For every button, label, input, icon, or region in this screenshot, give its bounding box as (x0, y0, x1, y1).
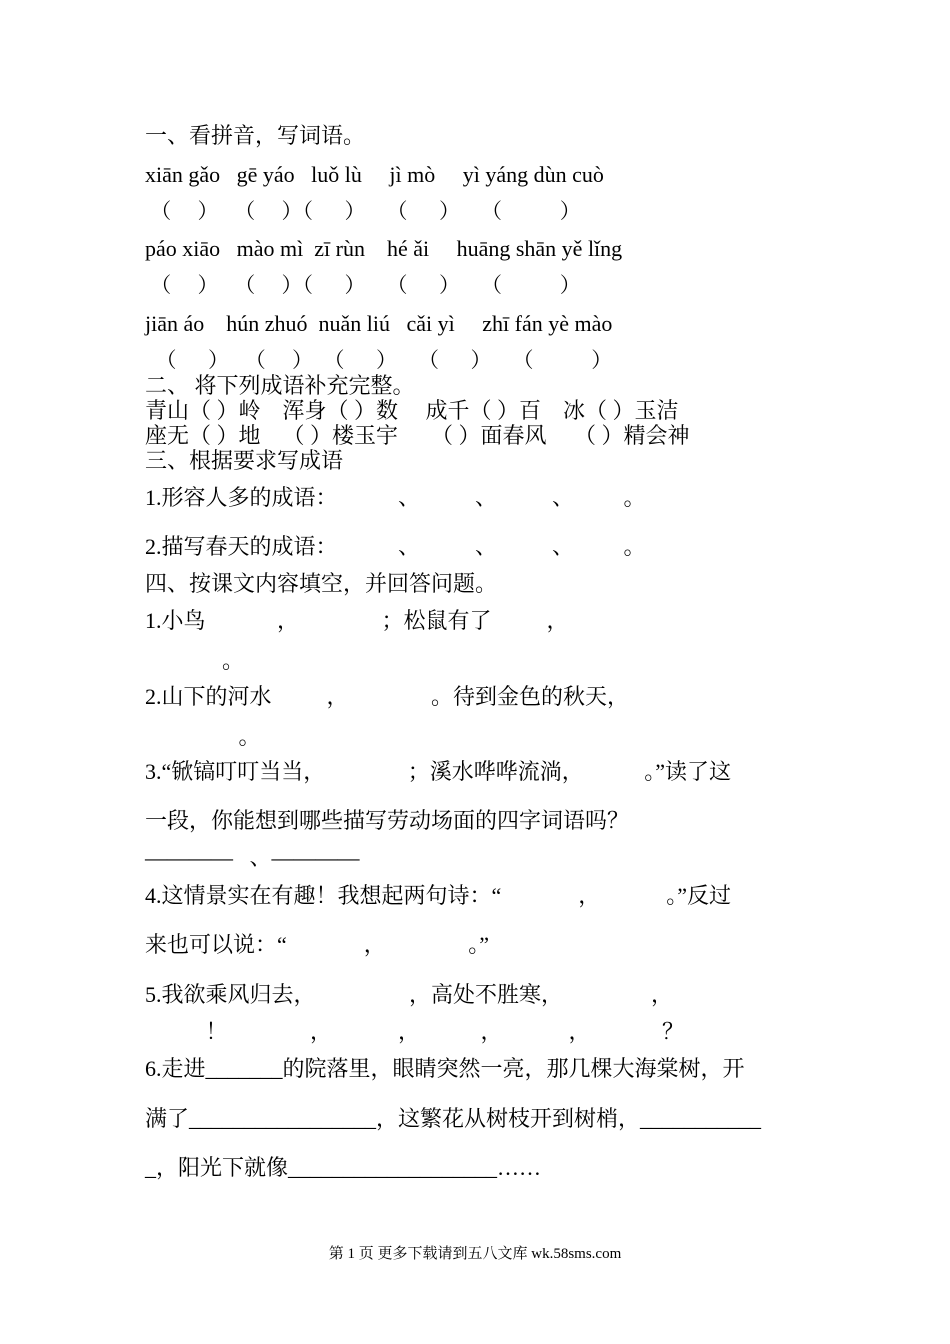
question-3-1: 1.形容人多的成语： 、 、 、 。 (145, 485, 646, 510)
section1-title: 一、看拼音，写词语。 (145, 123, 366, 148)
question-4-6-line-2: 满了_________________，这繁花从树枝开到树梢，___________ (145, 1106, 762, 1131)
question-4-6-line-1: 6.走进_______的院落里，眼睛突然一亮，那几棵大海棠树，开 (145, 1056, 745, 1081)
question-4-2-line-2: 。 (145, 724, 261, 749)
question-4-4-line-2: 来也可以说：“ ， 。” (145, 932, 490, 957)
question-4-6-line-3: _，阳光下就像___________________…… (145, 1155, 542, 1180)
question-3-2: 2.描写春天的成语： 、 、 、 。 (145, 534, 646, 559)
question-4-1-line-1: 1.小鸟 ， ；松鼠有了 ， (145, 608, 569, 633)
pinyin-row-3: jiān áo hún zhuó nuǎn liú cǎi yì zhī fán yè mào (145, 311, 613, 336)
pinyin-row-2: páo xiāo mào mì zī rùn hé ǎi huāng shān yě lǐng (145, 236, 623, 261)
page-footer: 第 1 页 更多下载请到五八文库 wk.58sms.com (328, 1246, 622, 1262)
question-4-3-answer-dashes: ———— 、———— (145, 845, 360, 870)
question-4-5-line-1: 5.我欲乘风归去， ，高处不胜寒， ， (145, 982, 674, 1007)
question-4-3-line-1: 3.“锨镐叮叮当当， ；溪水哗哗流淌， 。”读了这 (145, 759, 732, 784)
answer-blanks-row-1: （ ） （ ）（ ） （ ） （ ） (145, 199, 581, 223)
answer-blanks-row-2: （ ） （ ）（ ） （ ） （ ） (145, 273, 581, 297)
question-4-5-line-2: ！ ， ， ， ， ？ (145, 1019, 685, 1044)
idiom-row-2: 座无（ ）地 （ ）楼玉宇 （ ）面春风 （ ）精会神 (145, 423, 690, 448)
question-4-2-line-1: 2.山下的河水 ， 。待到金色的秋天， (145, 684, 630, 709)
question-4-1-line-2: 。 (145, 648, 245, 673)
section3-title: 三、根据要求写成语 (145, 448, 344, 473)
answer-blanks-row-3: （ ） （ ） （ ） （ ） （ ） (145, 348, 613, 372)
section4-title: 四、按课文内容填空，并回答问题。 (145, 571, 498, 596)
pinyin-row-1: xiān gǎo gē yáo luǒ lù jì mò yì yáng dùn cuò (145, 162, 604, 187)
question-4-3-line-2: 一段，你能想到哪些描写劳动场面的四字词语吗？ (145, 808, 630, 833)
section2-title: 二、 将下列成语补充完整。 (145, 373, 415, 398)
question-4-4-line-1: 4.这情景实在有趣！我想起两句诗：“ ， 。”反过 (145, 883, 732, 908)
idiom-row-1: 青山（ ）岭 浑身（ ）数 成千（ ）百 冰（ ）玉洁 (145, 398, 679, 423)
